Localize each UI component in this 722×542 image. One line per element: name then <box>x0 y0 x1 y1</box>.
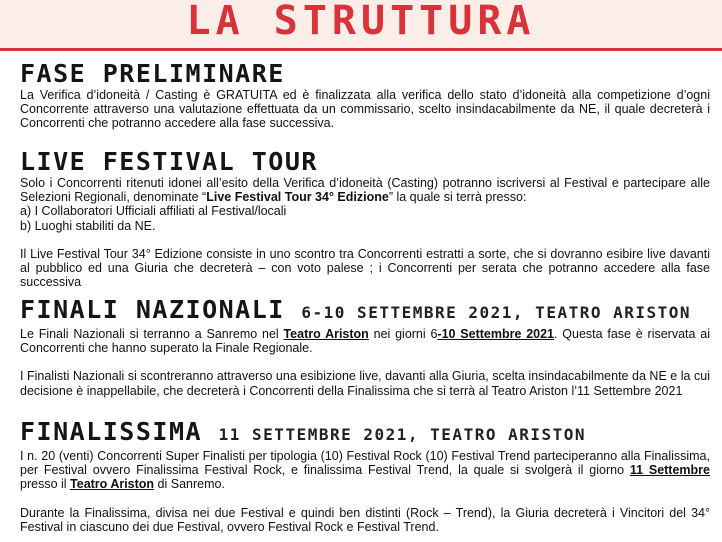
date-text: 11 Settembre <box>629 463 710 478</box>
page-title: LA STRUTTURA <box>186 0 536 44</box>
section-date: 6-10 SETTEMBRE 2021, TEATRO ARISTON <box>301 303 692 322</box>
list-item: b) Luoghi stabiliti da NE. <box>20 218 156 233</box>
section-heading: FINALISSIMA 11 SETTEMBRE 2021, TEATRO ARISTON <box>20 417 587 446</box>
section-heading: FASE PRELIMINARE <box>20 59 285 88</box>
section-heading: FINALI NAZIONALI 6-10 SETTEMBRE 2021, TEATRO ARISTON <box>20 295 692 324</box>
section-paragraph: Le Finali Nazionali si terranno a Sanremo nel Teatro Ariston nei giorni 6-10 Settembre 2021. Questa fase è riservata ai Concorrenti che hanno superato la Finale Regionale. <box>20 327 710 356</box>
section-finali-nazionali <box>20 296 710 398</box>
section-fase-preliminare <box>20 60 710 131</box>
section-finalissima <box>20 418 710 534</box>
section-paragraph: Durante la Finalissima, divisa nei due Festival e quindi ben distinti (Rock – Trend), la Giuria decreterà i Vincitori del 34° Festival in ciascuno dei due Festival, ovvero Festival Rock e Festival Trend. <box>20 505 710 534</box>
section-paragraph: Solo i Concorrenti ritenuti idonei all’esito della Verifica d’idoneità (Casting) potranno iscriversi al Festival e partecipare alle Selezioni Regionali, denominate “Live Festival Tour 34° Edizione” la quale si terrà presso: a) I Collaboratori Ufficiali affiliati al Festival/locali b) Luoghi stabiliti da NE. <box>20 176 710 233</box>
date-text: -10 Settembre 2021 <box>437 327 555 341</box>
section-paragraph: La Verifica d’idoneità / Casting è GRATUITA ed è finalizzata alla verifica dello stato d’idoneità alla competizione d’ogni Concorrente attraverso una valutazione effettuata da un commissario, scelto insindacabilmente da NE, il quale decreterà i Concorrenti che potranno accedere alla fase successiva. <box>20 88 710 131</box>
venue-link: Teatro Ariston <box>70 477 155 492</box>
list-item: a) I Collaboratori Ufficiali affiliati al Festival/locali <box>20 204 287 219</box>
section-paragraph: Il Live Festival Tour 34° Edizione consiste in uno scontro tra Concorrenti estratti a sorte, che si dovranno esibire live davanti al pubblico ed una Giuria che decreterà – con voto palese ; i Concorrenti per serata che potranno accedere alla fase successiva <box>20 246 710 290</box>
venue-link: Teatro Ariston <box>283 327 369 341</box>
section-paragraph: I n. 20 (venti) Concorrenti Super Finalisti per tipologia (10) Festival Rock (10) Festival Trend parteciperanno alla Finalissima, per Festival ovvero Finalissima Festival Rock, e finalissima Festival Trend, la quale si svolgerà il giorno 11 Settembre presso il Teatro Ariston di Sanremo. <box>20 449 710 492</box>
edition-name: Live Festival Tour 34° Edizione <box>206 190 389 205</box>
section-heading: LIVE FESTIVAL TOUR <box>20 147 318 176</box>
section-date: 11 SETTEMBRE 2021, TEATRO ARISTON <box>218 425 587 444</box>
section-paragraph: I Finalisti Nazionali si scontreranno attraverso una esibizione live, davanti alla Giuria, scelta insindacabilmente da NE e la cui decisione è inappellabile, che decreterà i Concorrenti della Finalissima che si terrà al Teatro Ariston l’11 Settembre 2021 <box>20 369 710 398</box>
section-live-festival-tour <box>20 148 710 289</box>
